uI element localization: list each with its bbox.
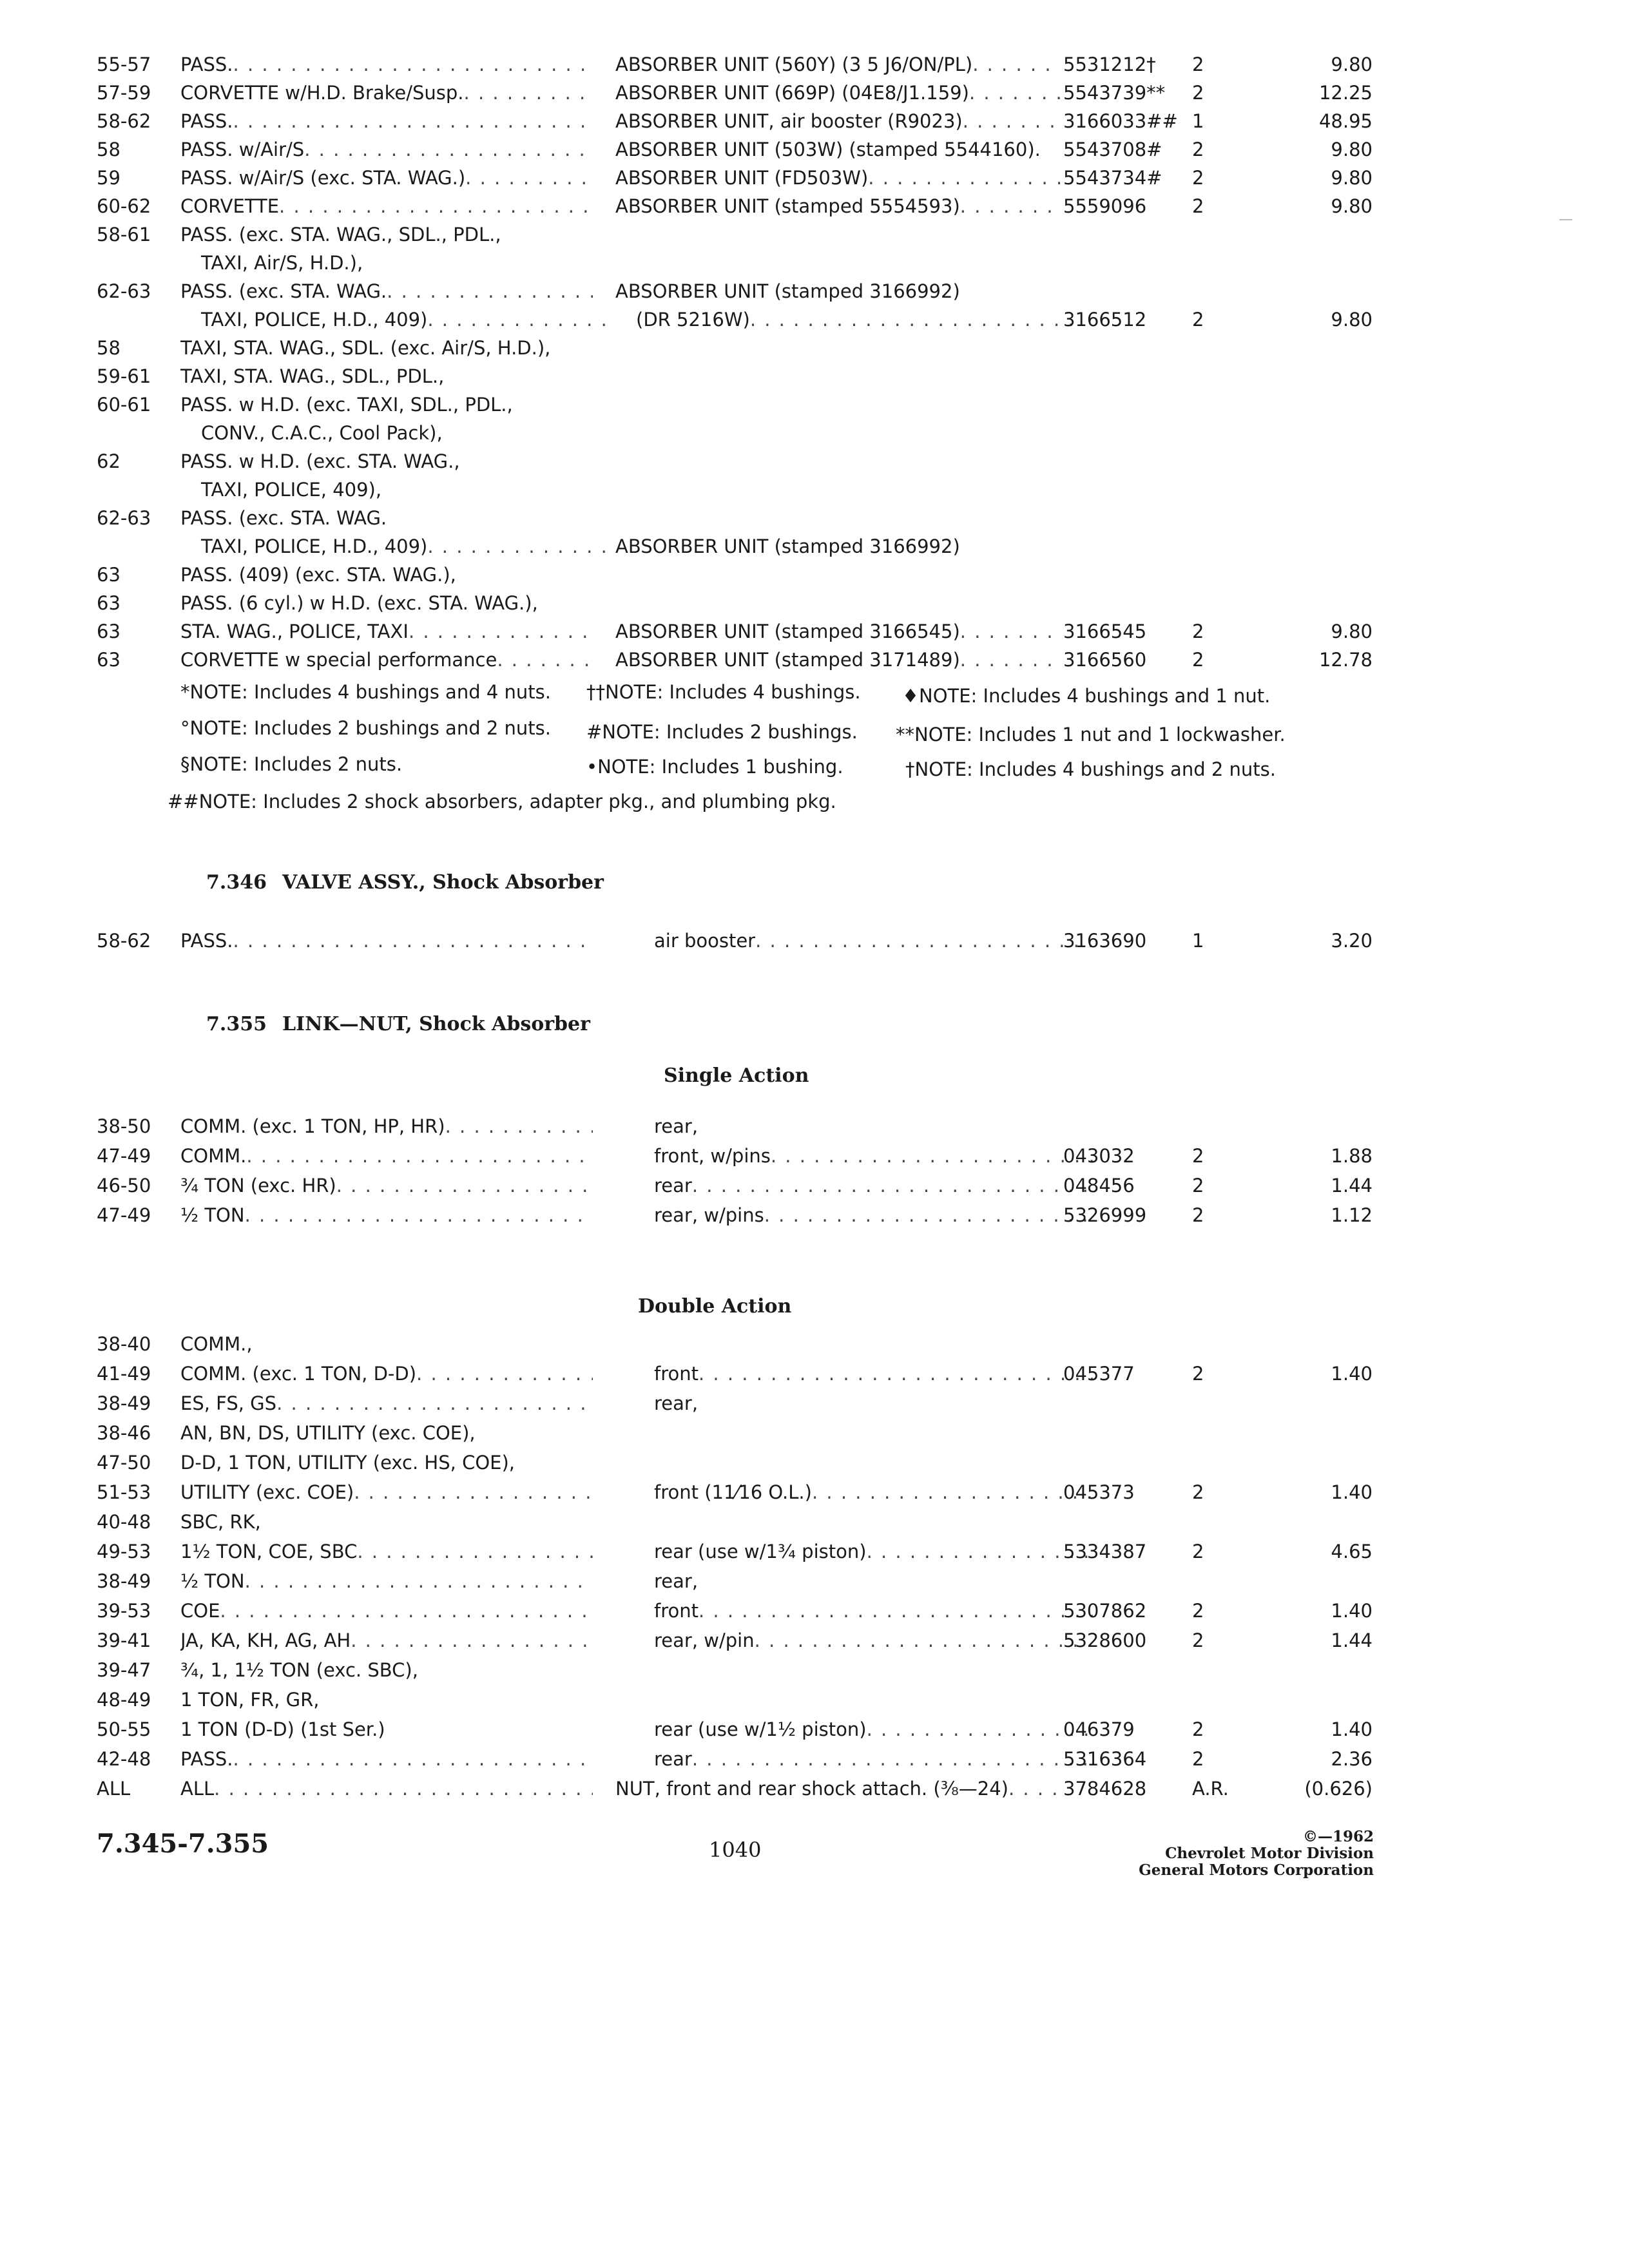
- description-cell: air booster . . .: [615, 927, 1099, 955]
- quantity-cell: 2: [1192, 195, 1204, 217]
- table-row: [0, 390, 1629, 419]
- price-cell: 1.40: [1331, 1363, 1373, 1385]
- model-cell: TAXI, POLICE, H.D., 409) . . .: [180, 532, 613, 561]
- description-cell: NUT, front and rear shock attach. (⅜—24) . . .: [615, 1774, 1060, 1803]
- table-row: [0, 164, 1629, 192]
- year-cell: 58: [97, 337, 120, 359]
- description-cell: ABSORBER UNIT (stamped 3166992): [615, 280, 960, 302]
- quantity-cell: 2: [1192, 139, 1204, 160]
- part-number-cell: 3166545: [1063, 620, 1147, 642]
- description-cell: ABSORBER UNIT (stamped 3166545) . . .: [615, 617, 1060, 646]
- model-cell: SBC, RK,: [180, 1511, 261, 1533]
- table-row: [0, 589, 1629, 617]
- description-cell: ABSORBER UNIT (stamped 3171489) . . .: [615, 646, 1060, 674]
- model-cell: TAXI, STA. WAG., SDL. (exc. Air/S, H.D.),: [180, 337, 551, 359]
- model-cell: PASS. w H.D. (exc. STA. WAG.,: [180, 450, 460, 472]
- note: ♦NOTE: Includes 4 bushings and 1 nut.: [902, 685, 1271, 707]
- model-cell: ½ TON . . .: [180, 1567, 593, 1595]
- year-cell: 60-62: [97, 195, 151, 217]
- model-cell: 1 TON, FR, GR,: [180, 1689, 320, 1711]
- part-number-cell: 5531212†: [1063, 53, 1156, 75]
- model-cell: ½ TON . . .: [180, 1201, 593, 1229]
- year-cell: 63: [97, 564, 120, 586]
- part-number-cell: 045373: [1063, 1481, 1135, 1503]
- table-row: [0, 79, 1629, 107]
- model-cell: PASS. w/Air/S . . .: [180, 135, 593, 164]
- table-row: [0, 50, 1629, 79]
- quantity-cell: 2: [1192, 1629, 1204, 1651]
- model-cell: COMM.,: [180, 1333, 253, 1355]
- table-row: [0, 927, 1629, 955]
- table-row: [0, 107, 1629, 135]
- section-title-link-nut: 7.355 LINK—NUT, Shock Absorber: [206, 1013, 590, 1035]
- copyright-notice: ©—1962 Chevrolet Motor Division General Motors Corporation: [1139, 1828, 1374, 1879]
- quantity-cell: 2: [1192, 1363, 1204, 1385]
- model-cell: D-D, 1 TON, UTILITY (exc. HS, COE),: [180, 1452, 516, 1474]
- year-cell: 47-50: [97, 1452, 151, 1474]
- model-cell: PASS. (6 cyl.) w H.D. (exc. STA. WAG.),: [180, 592, 538, 614]
- year-cell: 63: [97, 620, 120, 642]
- price-cell: 9.80: [1331, 53, 1373, 75]
- model-cell: COE . . .: [180, 1597, 593, 1625]
- part-number-cell: 048456: [1063, 1175, 1135, 1196]
- table-row: [0, 1448, 1629, 1477]
- page-number: 1040: [709, 1838, 762, 1862]
- table-row: [0, 561, 1629, 589]
- part-number-cell: 045377: [1063, 1363, 1135, 1385]
- description-cell: ABSORBER UNIT (669P) (04E8/J1.159) . . .: [615, 79, 1060, 107]
- year-cell: 59-61: [97, 365, 151, 387]
- quantity-cell: 2: [1192, 1748, 1204, 1770]
- year-cell: 58-61: [97, 224, 151, 245]
- year-cell: 49-53: [97, 1541, 151, 1562]
- note: *NOTE: Includes 4 bushings and 4 nuts.: [180, 681, 551, 703]
- price-cell: 48.95: [1318, 110, 1373, 132]
- year-cell: 50-55: [97, 1718, 151, 1740]
- part-number-cell: 5326999: [1063, 1204, 1147, 1226]
- table-row: [0, 1201, 1629, 1229]
- model-cell: TAXI, STA. WAG., SDL., PDL.,: [180, 365, 445, 387]
- price-cell: 2.36: [1331, 1748, 1373, 1770]
- model-cell: CORVETTE w/H.D. Brake/Susp. . . .: [180, 79, 593, 107]
- price-cell: 1.88: [1331, 1145, 1373, 1167]
- year-cell: 60-61: [97, 394, 151, 416]
- model-cell: TAXI, Air/S, H.D.),: [201, 252, 363, 274]
- table-row: [0, 1330, 1629, 1358]
- price-cell: 1.44: [1331, 1629, 1373, 1651]
- model-cell: PASS. . . .: [180, 927, 593, 955]
- model-cell: PASS. . . .: [180, 1745, 593, 1773]
- price-cell: 1.40: [1331, 1481, 1373, 1503]
- table-row: [0, 277, 1629, 305]
- description-cell: front, w/pins . . .: [615, 1142, 1099, 1170]
- model-cell: ES, FS, GS . . .: [180, 1389, 593, 1418]
- model-cell: CONV., C.A.C., Cool Pack),: [201, 422, 443, 444]
- quantity-cell: 2: [1192, 1145, 1204, 1167]
- note: §NOTE: Includes 2 nuts.: [180, 753, 403, 775]
- quantity-cell: 2: [1192, 1718, 1204, 1740]
- year-cell: 62-63: [97, 507, 151, 529]
- section-title-valve: 7.346 VALVE ASSY., Shock Absorber: [206, 871, 604, 894]
- model-cell: ¾ TON (exc. HR) . . .: [180, 1171, 593, 1200]
- year-cell: 58-62: [97, 110, 151, 132]
- table-row: [0, 305, 1629, 334]
- description-cell: rear, w/pins . . .: [615, 1201, 1099, 1229]
- model-cell: PASS. (exc. STA. WAG.: [180, 507, 387, 529]
- model-cell: UTILITY (exc. COE) . . .: [180, 1478, 593, 1506]
- model-cell: ALL . . .: [180, 1774, 593, 1803]
- price-cell: (0.626): [1304, 1778, 1373, 1800]
- price-cell: 3.20: [1331, 930, 1373, 952]
- table-row: [0, 1745, 1629, 1773]
- year-cell: 38-40: [97, 1333, 151, 1355]
- quantity-cell: A.R.: [1192, 1778, 1229, 1800]
- description-cell: ABSORBER UNIT (560Y) (3 5 J6/ON/PL) . . .: [615, 50, 1060, 79]
- table-row: [0, 1112, 1629, 1140]
- quantity-cell: 2: [1192, 620, 1204, 642]
- model-cell: CORVETTE . . .: [180, 192, 593, 220]
- year-cell: 62-63: [97, 280, 151, 302]
- year-cell: 38-49: [97, 1392, 151, 1414]
- table-row: [0, 419, 1629, 447]
- description-cell: ABSORBER UNIT (stamped 5554593) . . .: [615, 192, 1060, 220]
- quantity-cell: 2: [1192, 1600, 1204, 1622]
- year-cell: 55-57: [97, 53, 151, 75]
- year-cell: 39-47: [97, 1659, 151, 1681]
- year-cell: 63: [97, 592, 120, 614]
- table-row: [0, 220, 1629, 249]
- note: ##NOTE: Includes 2 shock absorbers, adapter pkg., and plumbing pkg.: [168, 791, 836, 812]
- quantity-cell: 2: [1192, 1541, 1204, 1562]
- year-cell: 47-49: [97, 1145, 151, 1167]
- year-cell: 59: [97, 167, 120, 189]
- quantity-cell: 2: [1192, 649, 1204, 671]
- model-cell: ¾, 1, 1½ TON (exc. SBC),: [180, 1659, 418, 1681]
- table-row: [0, 1686, 1629, 1714]
- part-number-cell: 5543734#: [1063, 167, 1162, 189]
- table-row: [0, 1360, 1629, 1388]
- model-cell: PASS. . . .: [180, 50, 593, 79]
- model-cell: STA. WAG., POLICE, TAXI . . .: [180, 617, 593, 646]
- description-cell: ABSORBER UNIT (FD503W) . . .: [615, 164, 1060, 192]
- description-cell: front . . .: [615, 1360, 1099, 1388]
- year-cell: 48-49: [97, 1689, 151, 1711]
- note: °NOTE: Includes 2 bushings and 2 nuts.: [180, 717, 551, 739]
- part-number-cell: 5543739**: [1063, 82, 1166, 104]
- description-cell: ABSORBER UNIT (stamped 3166992): [615, 535, 960, 557]
- year-cell: 39-53: [97, 1600, 151, 1622]
- table-row: [0, 1715, 1629, 1744]
- part-number-cell: 5307862: [1063, 1600, 1147, 1622]
- description-cell: (DR 5216W) . . .: [615, 305, 1081, 334]
- table-row: [0, 1537, 1629, 1566]
- price-cell: 12.78: [1318, 649, 1373, 671]
- table-row: [0, 1478, 1629, 1506]
- model-cell: PASS. w H.D. (exc. TAXI, SDL., PDL.,: [180, 394, 513, 416]
- part-number-cell: 5334387: [1063, 1541, 1147, 1562]
- description-cell: rear,: [654, 1570, 699, 1592]
- model-cell: AN, BN, DS, UTILITY (exc. COE),: [180, 1422, 476, 1444]
- note: •NOTE: Includes 1 bushing.: [586, 756, 843, 778]
- table-row: [0, 1597, 1629, 1625]
- table-row: [0, 1656, 1629, 1684]
- price-cell: 9.80: [1331, 167, 1373, 189]
- price-cell: 1.12: [1331, 1204, 1373, 1226]
- table-row: [0, 1626, 1629, 1655]
- table-row: [0, 1419, 1629, 1447]
- part-number-cell: 046379: [1063, 1718, 1135, 1740]
- table-row: [0, 249, 1629, 277]
- price-cell: 1.40: [1331, 1718, 1373, 1740]
- table-row: [0, 362, 1629, 390]
- table-row: [0, 504, 1629, 532]
- description-cell: front . . .: [615, 1597, 1099, 1625]
- description-cell: rear . . .: [615, 1171, 1099, 1200]
- year-cell: ALL: [97, 1778, 131, 1800]
- table-row: [0, 192, 1629, 220]
- part-number-cell: 3166512: [1063, 309, 1147, 331]
- table-row: [0, 646, 1629, 674]
- price-cell: 9.80: [1331, 139, 1373, 160]
- note: **NOTE: Includes 1 nut and 1 lockwasher.: [896, 724, 1286, 745]
- price-cell: 9.80: [1331, 309, 1373, 331]
- note: ††NOTE: Includes 4 bushings.: [586, 681, 861, 703]
- table-row: [0, 1142, 1629, 1170]
- part-number-cell: 3166560: [1063, 649, 1147, 671]
- scan-mark: [1559, 219, 1572, 220]
- description-cell: rear, w/pin . . .: [615, 1626, 1099, 1655]
- quantity-cell: 1: [1192, 110, 1204, 132]
- description-cell: ABSORBER UNIT (503W) (stamped 5544160).: [615, 139, 1041, 160]
- model-cell: TAXI, POLICE, 409),: [201, 479, 382, 501]
- part-number-cell: 5316364: [1063, 1748, 1147, 1770]
- note: #NOTE: Includes 2 bushings.: [586, 721, 858, 743]
- model-cell: TAXI, POLICE, H.D., 409) . . .: [180, 305, 613, 334]
- model-cell: COMM. . . .: [180, 1142, 593, 1170]
- part-number-cell: 043032: [1063, 1145, 1135, 1167]
- quantity-cell: 2: [1192, 1175, 1204, 1196]
- description-cell: rear (use w/1½ piston) . . .: [615, 1715, 1099, 1744]
- year-cell: 40-48: [97, 1511, 151, 1533]
- table-row: [0, 135, 1629, 164]
- description-cell: rear,: [654, 1392, 699, 1414]
- year-cell: 58: [97, 139, 120, 160]
- model-cell: 1 TON (D-D) (1st Ser.): [180, 1718, 385, 1740]
- quantity-cell: 2: [1192, 1481, 1204, 1503]
- table-row: [0, 447, 1629, 476]
- year-cell: 41-49: [97, 1363, 151, 1385]
- table-row: [0, 334, 1629, 362]
- year-cell: 38-49: [97, 1570, 151, 1592]
- year-cell: 51-53: [97, 1481, 151, 1503]
- part-number-cell: 5559096: [1063, 195, 1147, 217]
- table-row: [0, 532, 1629, 561]
- year-cell: 58-62: [97, 930, 151, 952]
- price-cell: 9.80: [1331, 620, 1373, 642]
- model-cell: CORVETTE w special performance . . .: [180, 646, 593, 674]
- year-cell: 46-50: [97, 1175, 151, 1196]
- quantity-cell: 2: [1192, 82, 1204, 104]
- price-cell: 4.65: [1331, 1541, 1373, 1562]
- model-cell: COMM. (exc. 1 TON, HP, HR) . . .: [180, 1112, 593, 1140]
- model-cell: PASS. . . .: [180, 107, 593, 135]
- quantity-cell: 2: [1192, 1204, 1204, 1226]
- table-row: [0, 1774, 1629, 1803]
- part-number-cell: 5328600: [1063, 1629, 1147, 1651]
- quantity-cell: 2: [1192, 53, 1204, 75]
- table-row: [0, 1389, 1629, 1418]
- part-number-cell: 3166033##: [1063, 110, 1178, 132]
- year-cell: 38-46: [97, 1422, 151, 1444]
- model-cell: JA, KA, KH, AG, AH . . .: [180, 1626, 593, 1655]
- price-cell: 1.40: [1331, 1600, 1373, 1622]
- description-cell: rear . . .: [615, 1745, 1099, 1773]
- year-cell: 39-41: [97, 1629, 151, 1651]
- year-cell: 38-50: [97, 1115, 151, 1137]
- year-cell: 47-49: [97, 1204, 151, 1226]
- price-cell: 12.25: [1318, 82, 1373, 104]
- model-cell: PASS. (exc. STA. WAG., SDL., PDL.,: [180, 224, 501, 245]
- note: †NOTE: Includes 4 bushings and 2 nuts.: [905, 758, 1276, 780]
- model-cell: PASS. w/Air/S (exc. STA. WAG.) . . .: [180, 164, 593, 192]
- year-cell: 62: [97, 450, 120, 472]
- table-row: [0, 476, 1629, 504]
- model-cell: PASS. (exc. STA. WAG. . . .: [180, 277, 593, 305]
- year-cell: 63: [97, 649, 120, 671]
- quantity-cell: 2: [1192, 167, 1204, 189]
- model-cell: 1½ TON, COE, SBC . . .: [180, 1537, 593, 1566]
- part-number-cell: 5543708#: [1063, 139, 1162, 160]
- description-cell: ABSORBER UNIT, air booster (R9023) . . .: [615, 107, 1060, 135]
- table-row: [0, 1508, 1629, 1536]
- price-cell: 1.44: [1331, 1175, 1373, 1196]
- table-row: [0, 617, 1629, 646]
- description-cell: front (11⁄16 O.L.) . . .: [615, 1478, 1099, 1506]
- description-cell: rear (use w/1¾ piston) . . .: [615, 1537, 1099, 1566]
- subsection-title-double-action: Double Action: [638, 1295, 792, 1318]
- table-row: [0, 1171, 1629, 1200]
- description-cell: rear,: [654, 1115, 699, 1137]
- year-cell: 42-48: [97, 1748, 151, 1770]
- subsection-title-single-action: Single Action: [664, 1064, 809, 1087]
- page-section-range: 7.345-7.355: [97, 1829, 269, 1859]
- table-row: [0, 1567, 1629, 1595]
- model-cell: COMM. (exc. 1 TON, D-D) . . .: [180, 1360, 593, 1388]
- quantity-cell: 2: [1192, 309, 1204, 331]
- year-cell: 57-59: [97, 82, 151, 104]
- price-cell: 9.80: [1331, 195, 1373, 217]
- part-number-cell: 3784628: [1063, 1778, 1147, 1800]
- quantity-cell: 1: [1192, 930, 1204, 952]
- part-number-cell: 3163690: [1063, 930, 1147, 952]
- model-cell: PASS. (409) (exc. STA. WAG.),: [180, 564, 456, 586]
